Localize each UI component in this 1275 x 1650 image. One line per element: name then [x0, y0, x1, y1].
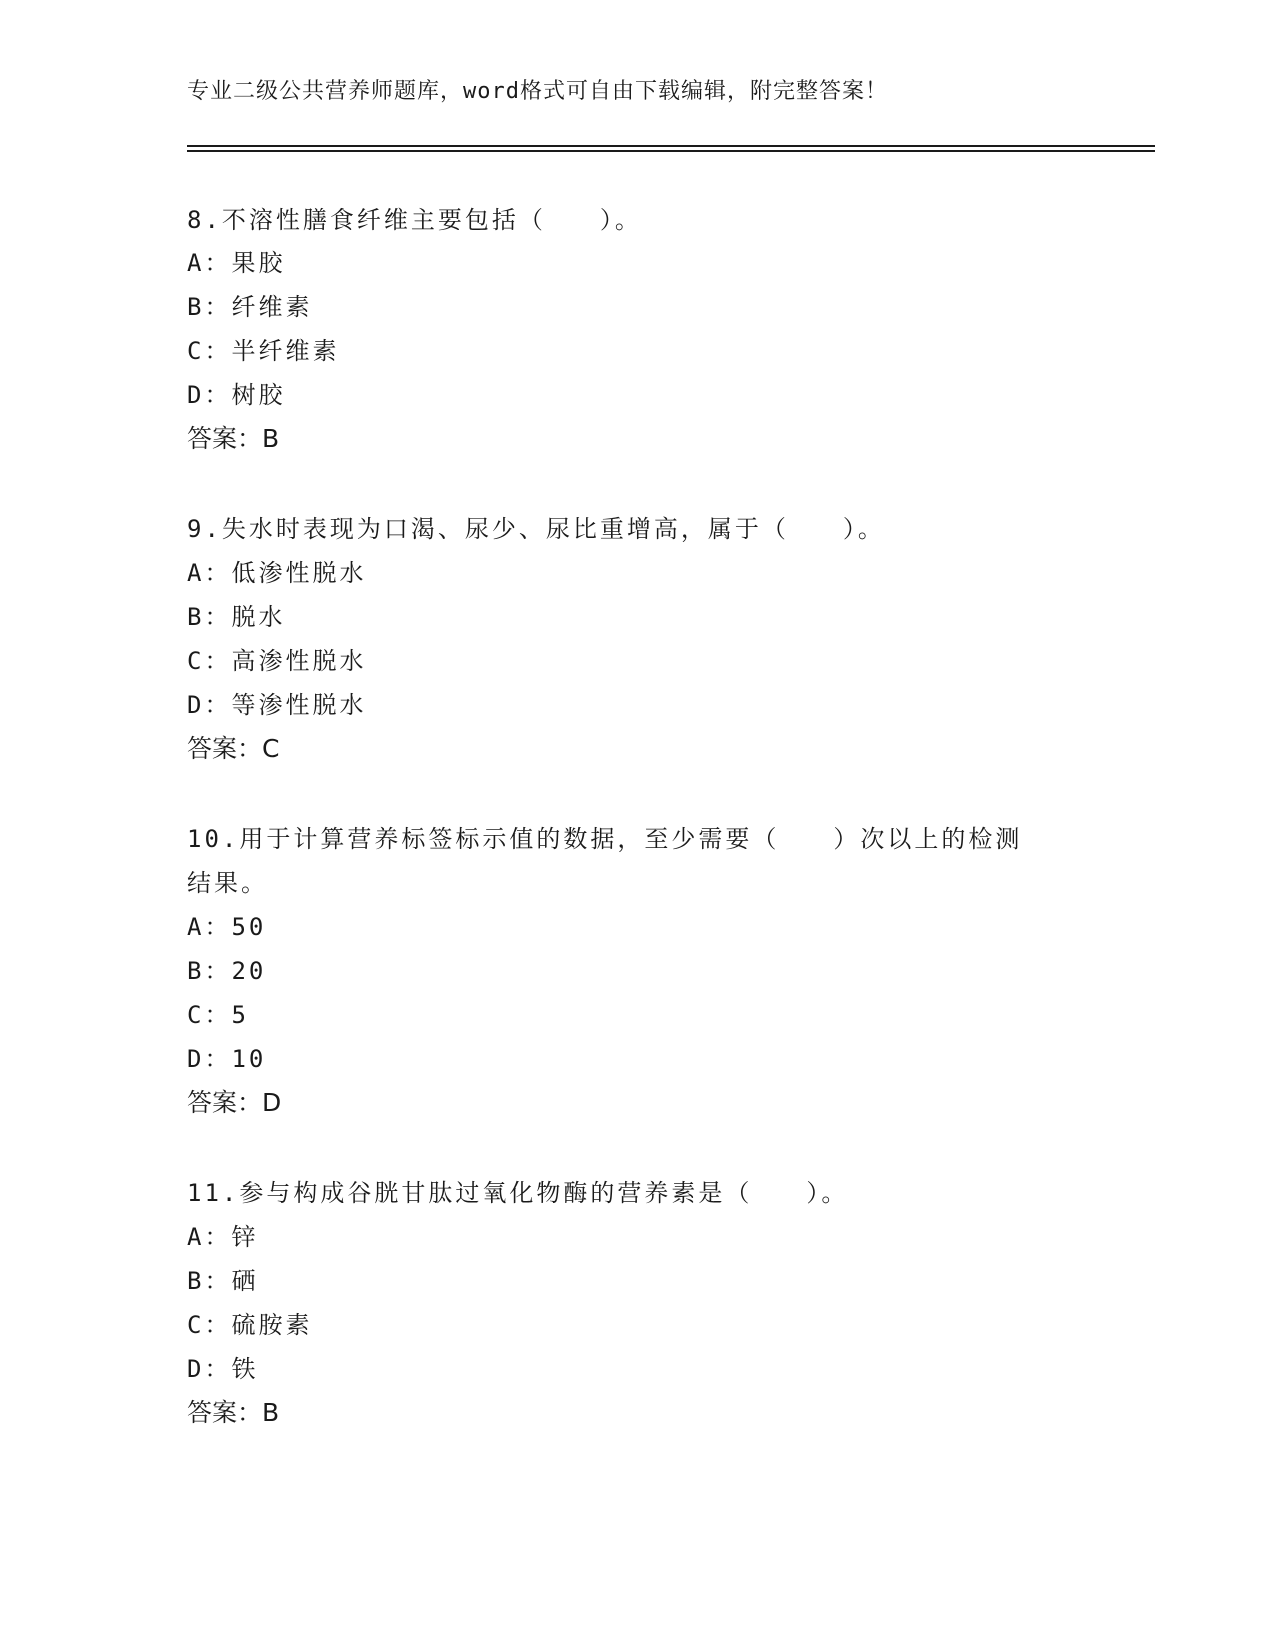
question-8-answer: 答案：B	[187, 424, 280, 453]
question-11-stem: 11.参与构成谷胱甘肽过氧化物酶的营养素是（ ）。	[187, 1179, 849, 1207]
question-11-option-c: C：硫胺素	[187, 1311, 313, 1339]
question-10-option-d: D：10	[187, 1045, 267, 1073]
question-10-answer: 答案：D	[187, 1088, 282, 1117]
page-header: 专业二级公共营养师题库，word格式可自由下载编辑，附完整答案！	[187, 79, 888, 104]
question-9-stem: 9.失水时表现为口渴、尿少、尿比重增高，属于（ ）。	[187, 515, 885, 543]
question-8-stem: 8.不溶性膳食纤维主要包括（ ）。	[187, 206, 642, 234]
question-9-answer: 答案：C	[187, 734, 280, 763]
question-11-option-b: B：硒	[187, 1267, 259, 1295]
question-9-option-c: C：高渗性脱水	[187, 647, 367, 675]
question-11-option-d: D：铁	[187, 1355, 259, 1383]
question-9-option-a: A：低渗性脱水	[187, 559, 367, 587]
question-8-option-d: D：树胶	[187, 381, 286, 409]
question-8-option-a: A：果胶	[187, 249, 286, 277]
question-11-answer: 答案：B	[187, 1398, 280, 1427]
header-divider	[187, 145, 1155, 152]
question-10-option-a: A：50	[187, 913, 267, 941]
question-9-option-b: B：脱水	[187, 603, 286, 631]
question-8-option-c: C：半纤维素	[187, 337, 340, 365]
question-10-option-c: C：5	[187, 1001, 249, 1029]
question-10-stem: 10.用于计算营养标签标示值的数据，至少需要（ ）次以上的检测	[187, 825, 1023, 853]
question-10-option-b: B：20	[187, 957, 267, 985]
question-8-option-b: B：纤维素	[187, 293, 313, 321]
question-10-stem-continued: 结果。	[187, 869, 268, 897]
question-9-option-d: D：等渗性脱水	[187, 691, 367, 719]
question-11-option-a: A：锌	[187, 1223, 259, 1251]
